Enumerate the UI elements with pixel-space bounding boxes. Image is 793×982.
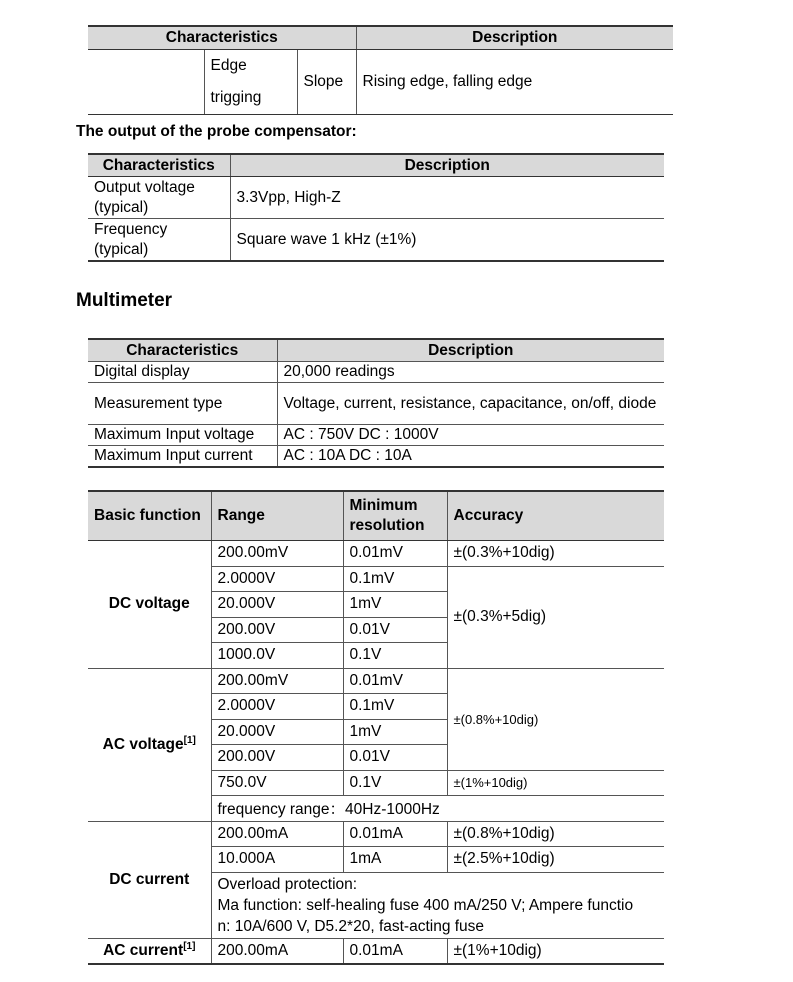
resolution-cell: 0.1V <box>343 770 447 796</box>
function-dc-voltage: DC voltage <box>88 541 211 669</box>
table-row <box>88 50 673 115</box>
overload-note <box>211 872 664 938</box>
table-row <box>88 362 664 383</box>
row-value: 20,000 readings <box>277 362 664 383</box>
row-value: Voltage, current, resistance, capacitance, on/off, diode <box>277 383 664 425</box>
table-row <box>88 821 664 847</box>
table-header-row <box>88 26 673 50</box>
row-name: Frequency (typical) <box>88 219 230 262</box>
accuracy-cell: ±(1%+10dig) <box>447 938 664 964</box>
row-name: Measurement type <box>88 383 277 425</box>
resolution-cell: 0.01V <box>343 617 447 643</box>
header-range: Range <box>211 491 343 541</box>
table-header-row <box>88 154 664 177</box>
range-cell: 1000.0V <box>211 643 343 669</box>
resolution-cell: 0.01mA <box>343 821 447 847</box>
range-cell: 2.0000V <box>211 694 343 720</box>
table-row <box>88 383 664 425</box>
table-header-row <box>88 491 664 541</box>
range-cell: 200.00mV <box>211 668 343 694</box>
accuracy-cell: ±(0.3%+5dig) <box>447 566 664 668</box>
trigger-type: Edge trigging <box>204 50 297 115</box>
range-cell: 20.000V <box>211 719 343 745</box>
accuracy-cell: ±(0.8%+10dig) <box>447 668 664 770</box>
header-accuracy: Accuracy <box>447 491 664 541</box>
range-cell: 200.00mA <box>211 821 343 847</box>
row-name: Digital display <box>88 362 277 383</box>
range-cell: 200.00V <box>211 617 343 643</box>
frequency-note: frequency range：40Hz-1000Hz <box>211 796 664 822</box>
accuracy-cell: ±(1%+10dig) <box>447 770 664 796</box>
table-row <box>88 177 664 219</box>
trigger-param: Slope <box>297 50 356 115</box>
function-dc-current: DC current <box>88 821 211 938</box>
table-row <box>88 668 664 694</box>
range-cell: 10.000A <box>211 847 343 873</box>
resolution-cell: 0.01mV <box>343 541 447 567</box>
trigger-value: Rising edge, falling edge <box>356 50 673 115</box>
range-cell: 200.00mV <box>211 541 343 567</box>
overload-line: Ma function: self-healing fuse 400 mA/250 V; Ampere functio <box>217 896 634 914</box>
accuracy-table <box>88 490 664 965</box>
probe-spec-table <box>88 153 664 262</box>
header-characteristics: Characteristics <box>88 26 356 50</box>
table-row <box>88 938 664 964</box>
multimeter-spec-table <box>88 338 664 468</box>
overload-line: Overload protection: <box>217 875 358 893</box>
resolution-cell: 0.01V <box>343 745 447 771</box>
resolution-cell: 1mV <box>343 719 447 745</box>
probe-section-title: The output of the probe compensator: <box>76 123 357 140</box>
row-value: 3.3Vpp, High-Z <box>230 177 664 219</box>
range-cell: 20.000V <box>211 592 343 618</box>
range-cell: 750.0V <box>211 770 343 796</box>
row-value: Square wave 1 kHz (±1%) <box>230 219 664 262</box>
range-cell: 200.00mA <box>211 938 343 964</box>
resolution-cell: 0.01mV <box>343 668 447 694</box>
resolution-cell: 0.01mA <box>343 938 447 964</box>
resolution-cell: 1mA <box>343 847 447 873</box>
header-description: Description <box>277 339 664 362</box>
table-row <box>88 425 664 446</box>
resolution-cell: 0.1mV <box>343 694 447 720</box>
footnote-marker: [1] <box>183 941 196 953</box>
header-characteristics: Characteristics <box>88 154 230 177</box>
header-function: Basic function <box>88 491 211 541</box>
resolution-cell: 0.1mV <box>343 566 447 592</box>
range-cell: 200.00V <box>211 745 343 771</box>
header-characteristics: Characteristics <box>88 339 277 362</box>
table-row <box>88 541 664 567</box>
row-name: Maximum Input voltage <box>88 425 277 446</box>
table-header-row <box>88 339 664 362</box>
function-label: AC voltage <box>102 736 184 754</box>
function-label: AC current <box>103 942 184 960</box>
function-ac-voltage <box>88 668 211 821</box>
accuracy-cell: ±(0.3%+10dig) <box>447 541 664 567</box>
header-description: Description <box>230 154 664 177</box>
range-cell: 2.0000V <box>211 566 343 592</box>
header-description: Description <box>356 26 673 50</box>
resolution-cell: 0.1V <box>343 643 447 669</box>
multimeter-section-title: Multimeter <box>76 290 173 311</box>
accuracy-cell: ±(0.8%+10dig) <box>447 821 664 847</box>
footnote-marker: [1] <box>183 734 196 746</box>
row-value: AC : 750V DC : 1000V <box>277 425 664 446</box>
row-value: AC : 10A DC : 10A <box>277 446 664 468</box>
header-resolution: Minimum resolution <box>343 491 447 541</box>
row-name: Output voltage (typical) <box>88 177 230 219</box>
accuracy-cell: ±(2.5%+10dig) <box>447 847 664 873</box>
row-name: Maximum Input current <box>88 446 277 468</box>
overload-line: n: 10A/600 V, D5.2*20, fast-acting fuse <box>217 917 485 935</box>
resolution-cell: 1mV <box>343 592 447 618</box>
table-row <box>88 446 664 468</box>
function-ac-current <box>88 938 211 964</box>
table-row <box>88 219 664 262</box>
trigger-spec-table <box>88 25 673 115</box>
